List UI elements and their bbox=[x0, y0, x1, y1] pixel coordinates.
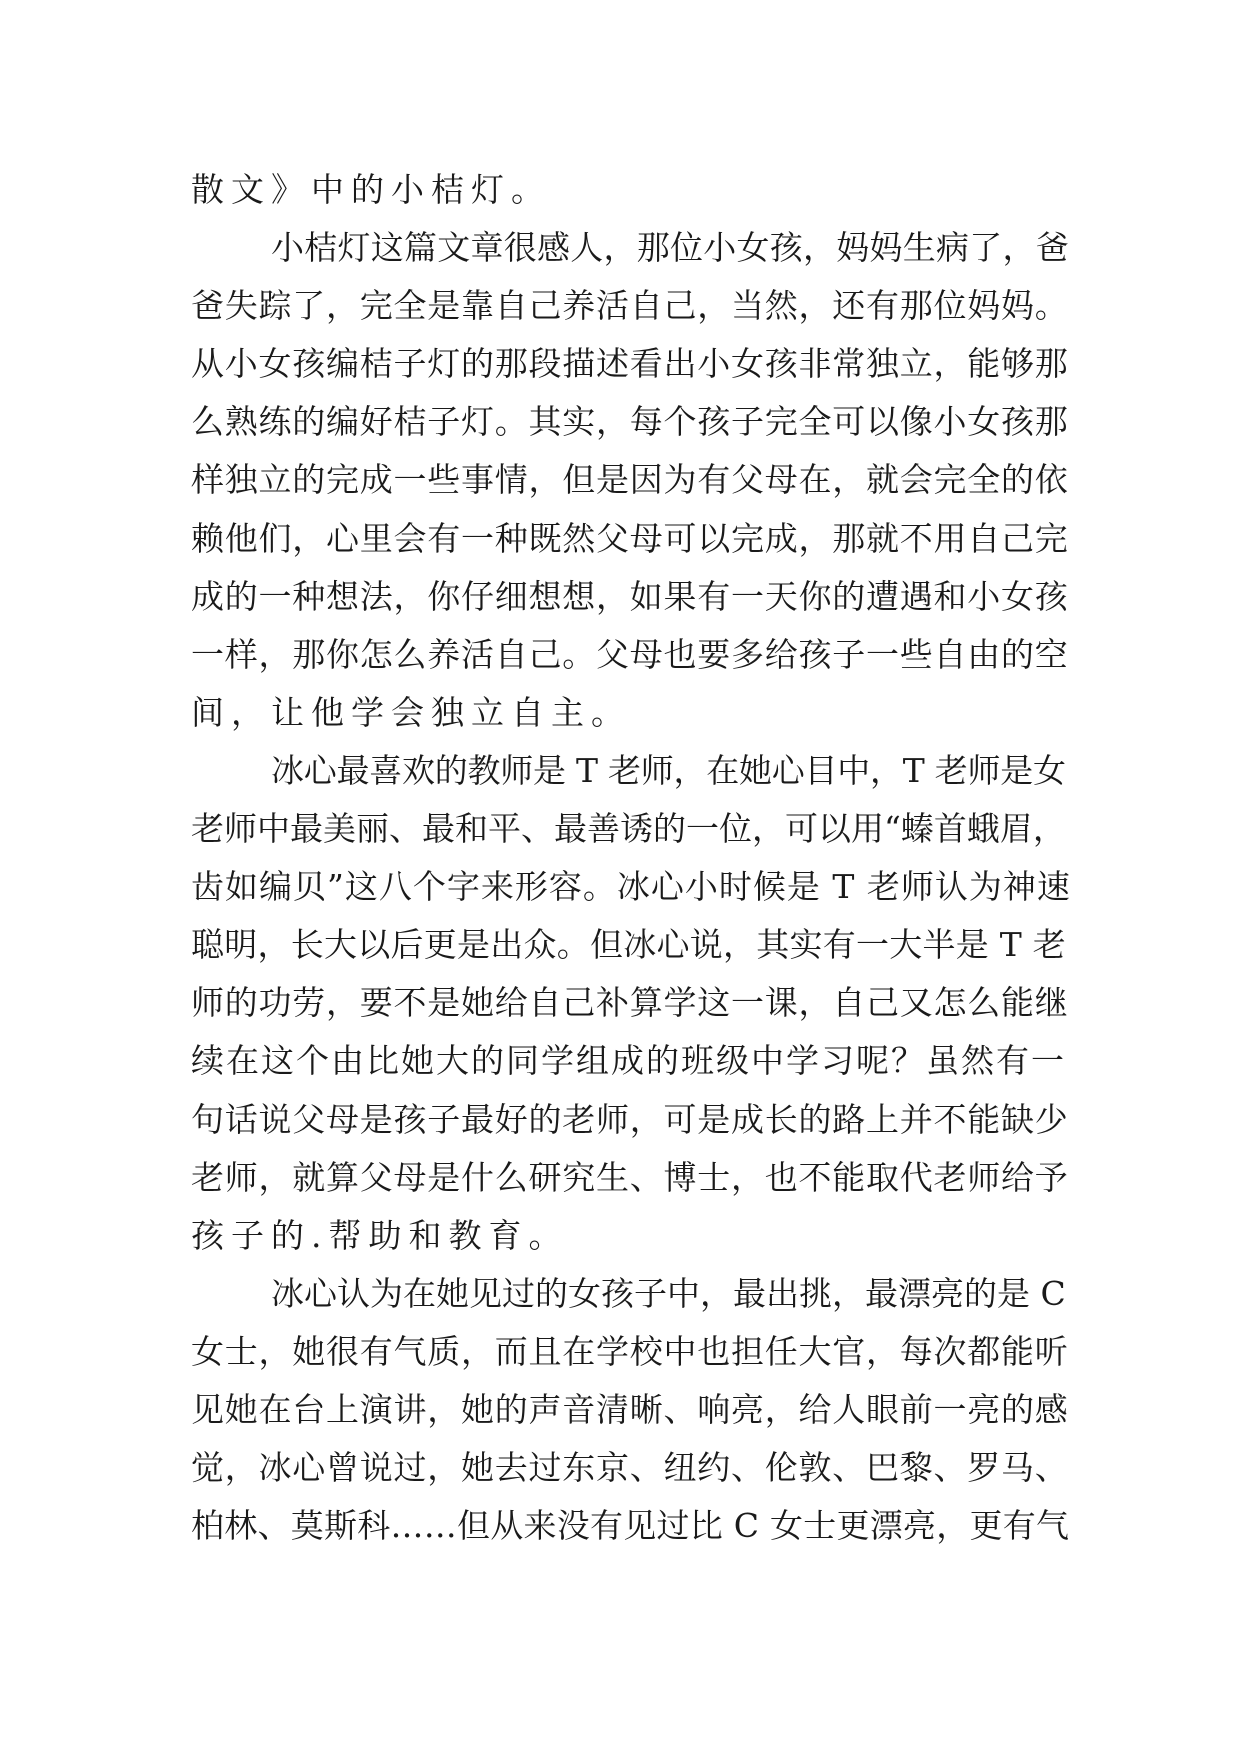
text-line: 冰心最喜欢的教师是 T 老师，在她心目中，T 老师是女 bbox=[271, 750, 1066, 790]
text-line: 一样，那你怎么养活自己。父母也要多给孩子一些自由的空 bbox=[191, 634, 1069, 674]
text-line: 赖他们，心里会有一种既然父母可以完成，那就不用自己完 bbox=[191, 518, 1069, 558]
text-line: 冰心认为在她见过的女孩子中，最出挑，最漂亮的是 C bbox=[271, 1273, 1066, 1313]
text-line: 爸失踪了，完全是靠自己养活自己，当然，还有那位妈妈。 bbox=[191, 286, 1069, 326]
text-line: 散文》中的小桔灯。 bbox=[191, 170, 551, 209]
text-line: 柏林、莫斯科……但从来没有见过比 C 女士更漂亮，更有气 bbox=[191, 1506, 1070, 1546]
text-line: 见她在台上演讲，她的声音清晰、响亮，给人眼前一亮的感 bbox=[191, 1389, 1069, 1429]
text-line: 孩子的.帮助和教育。 bbox=[191, 1215, 569, 1255]
text-line: 老师，就算父母是什么研究生、博士，也不能取代老师给予 bbox=[191, 1157, 1069, 1197]
document-body bbox=[191, 161, 1071, 1555]
text-line: 么熟练的编好桔子灯。其实，每个孩子完全可以像小女孩那 bbox=[191, 402, 1069, 442]
text-line: 齿如编贝”这八个字来形容。冰心小时候是 T 老师认为神速 bbox=[191, 867, 1071, 907]
text-line: 女士，她很有气质，而且在学校中也担任大官，每次都能听 bbox=[191, 1331, 1069, 1371]
text-line: 续在这个由比她大的同学组成的班级中学习呢？虽然有一 bbox=[191, 1041, 1066, 1081]
text-line: 样独立的完成一些事情，但是因为有父母在，就会完全的依 bbox=[191, 460, 1069, 500]
text-line: 觉，冰心曾说过，她去过东京、纽约、伦敦、巴黎、罗马、 bbox=[191, 1448, 1069, 1488]
text-line: 成的一种想法，你仔细想想，如果有一天你的遭遇和小女孩 bbox=[191, 576, 1069, 616]
text-line: 老师中最美丽、最和平、最善诱的一位，可以用“螓首蛾眉， bbox=[191, 809, 1066, 849]
text-line: 从小女孩编桔子灯的那段描述看出小女孩非常独立，能够那 bbox=[191, 344, 1069, 384]
text-line: 间，让他学会独立自主。 bbox=[191, 692, 631, 732]
text-line: 师的功劳，要不是她给自己补算学这一课，自己又怎么能继 bbox=[191, 983, 1069, 1023]
text-line: 小桔灯这篇文章很感人，那位小女孩，妈妈生病了，爸 bbox=[271, 228, 1069, 268]
text-line: 聪明，长大以后更是出众。但冰心说，其实有一大半是 T 老 bbox=[191, 925, 1066, 965]
text-line: 句话说父母是孩子最好的老师，可是成长的路上并不能缺少 bbox=[191, 1099, 1069, 1139]
